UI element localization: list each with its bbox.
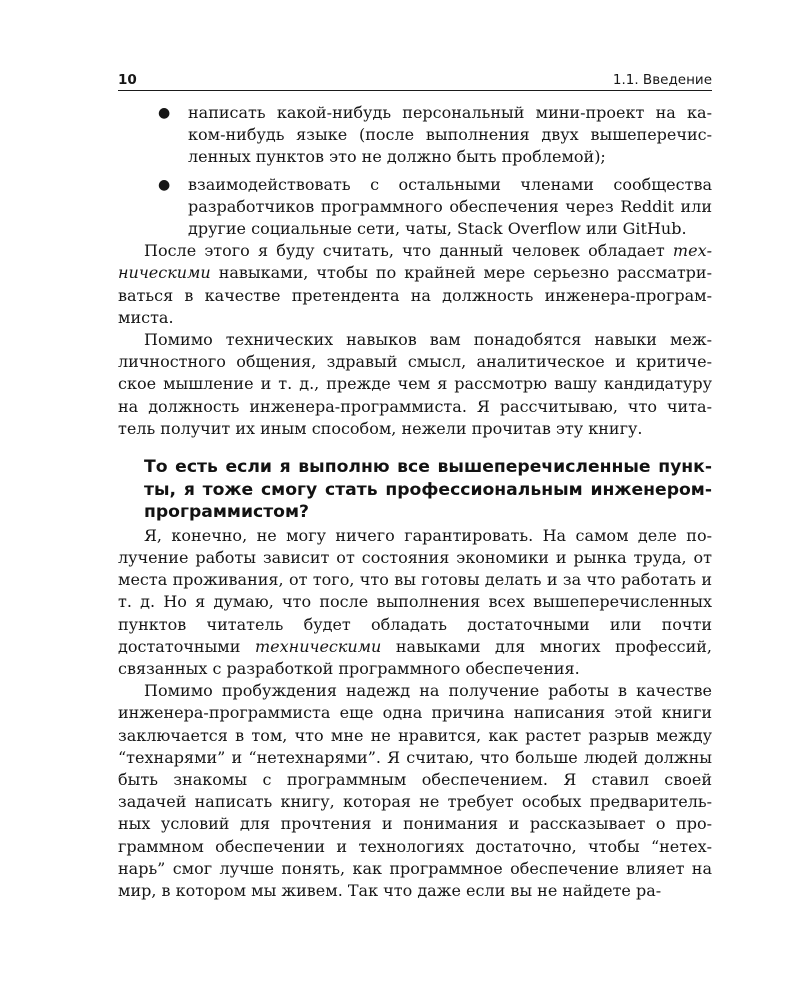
paragraph: Помимо пробуждения надежд на получение работы в качестве инженера-программиста еще одна причина написания этой книги заключается в том, что мне не нравится, как растет разрыв между “технарями” и “нетехнарями”. Я считаю, что больше людей должны быть знакомы с программным обеспечением. Я ставил своей задачей написать книгу, которая не требует особых предварительных условий для прочтения и понимания и рассказывает о программном обеспечении и технологиях достаточно, чтобы “нетехнарь” смог лучше понять, как программное обеспечение влияет на мир, в котором мы живем. Так что даже если вы не найдете ра- (118, 681, 712, 901)
list-item-text: написать какой-нибудь персональный мини-проект на каком-нибудь языке (после выполнения двух вышеперечисленных пунктов это не должно быть проблемой); (188, 103, 712, 167)
bullet-icon: ● (158, 176, 171, 193)
paragraph: Помимо технических навыков вам понадобятся навыки межличностного общения, здравый смысл, аналитическое и критическое мышление и т. д., прежде чем я рассмотрю вашу кандидатуру на должность инженера-программиста. Я рассчитываю, что читатель получит их иным способом, нежели прочитав эту книгу. (118, 330, 712, 438)
paragraph-text: навыками для многих профессий, связанных с разработкой программного обеспечения. (118, 636, 712, 679)
body-text (118, 102, 712, 902)
emphasis-text: техническими (118, 241, 712, 283)
chapter-title: 1.1. Введение (612, 72, 712, 88)
bullet-icon: ● (158, 105, 171, 121)
bullet-list (118, 102, 712, 240)
paragraph-text: Я, конечно, не могу ничего гарантировать. На самом деле получение работы зависит от состояния экономики и рынка труда, от места проживания, от того, что вы готовы делать и за что работать и т. д. Но я думаю, что после выполнения всех вышеперечисленных пунктов читатель будет обладать достаточными или почти достаточными (118, 525, 712, 656)
section-heading: То есть если я выполню все вышеперечисленные пункты, я тоже смогу стать профессиональным инженером-программистом? (144, 457, 712, 523)
running-head (118, 71, 712, 91)
paragraph-text: После этого я буду считать, что данный человек обладает (144, 241, 673, 261)
emphasis-text: техническими (254, 636, 382, 656)
paragraph-text: навыками, чтобы по крайней мере серьезно рассматриваться в качестве претендента на должность инженера-программиста. (118, 263, 712, 327)
paragraph (118, 525, 712, 680)
list-item (118, 102, 712, 169)
paragraph (118, 240, 712, 329)
page-number: 10 (118, 72, 137, 88)
list-item (118, 174, 712, 241)
list-item-text: взаимодействовать с остальными членами сообщества разработчиков программного обеспечения через Reddit или другие социальные сети, чаты, Stack Overflow или GitHub. (188, 174, 712, 239)
